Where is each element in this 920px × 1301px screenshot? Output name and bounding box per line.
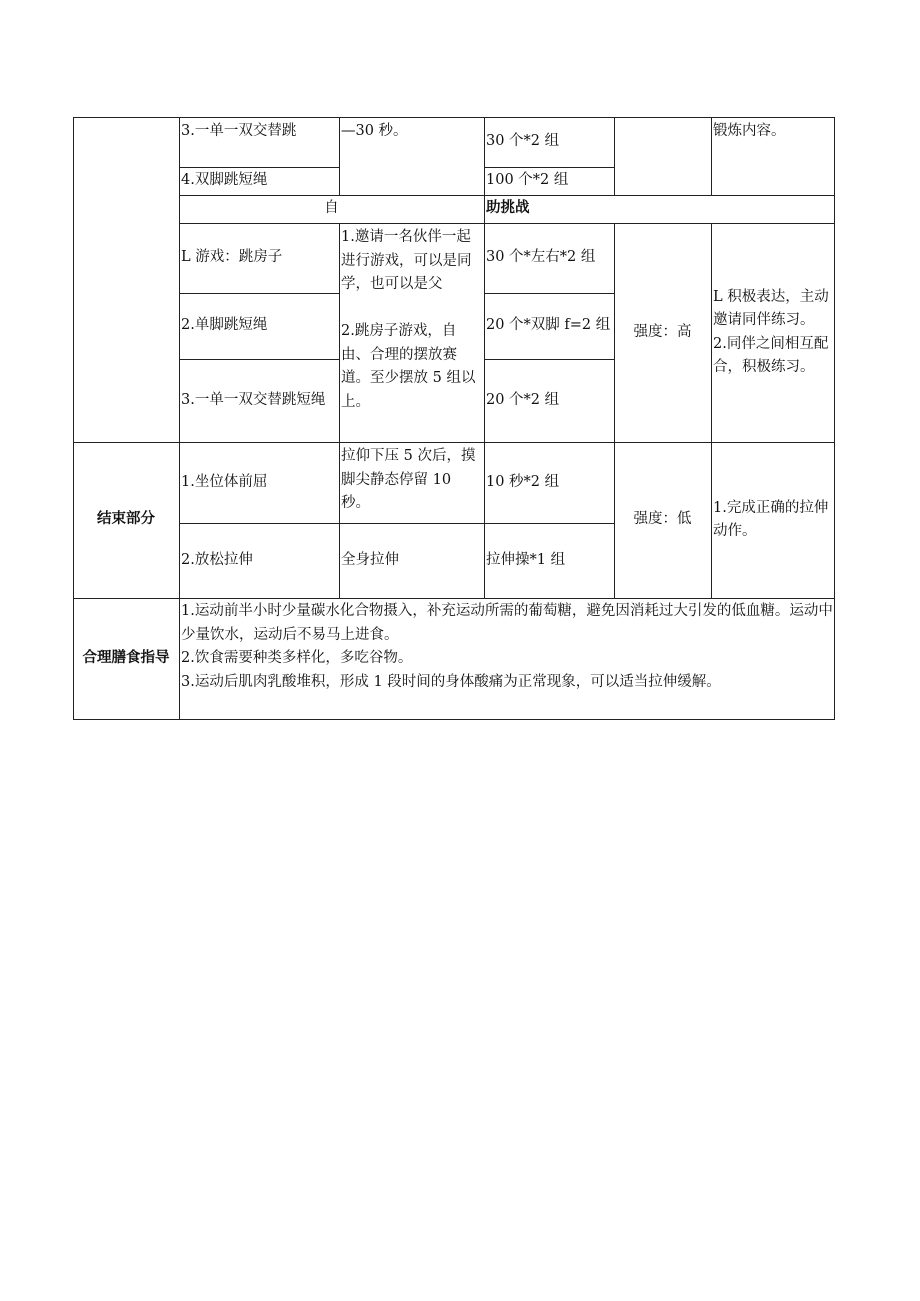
ending-label: 结束部分 — [97, 511, 155, 528]
content-cell: 3.一单一双交替跳 — [181, 123, 297, 139]
ending-quantity-2: 拉伸操*1 组 — [486, 551, 566, 568]
challenge-item-3: 3.一单一双交替跳短绳 — [181, 391, 326, 408]
table-border — [73, 117, 74, 720]
requirement-cell: 锻炼内容。 — [713, 123, 786, 139]
column-divider — [711, 117, 712, 195]
row-divider — [484, 293, 614, 294]
row-divider — [179, 223, 835, 224]
column-divider — [339, 117, 340, 195]
row-divider — [179, 359, 339, 360]
ending-requirement: 1.完成正确的拉伸动作。 — [713, 499, 829, 539]
column-divider — [711, 223, 712, 598]
challenge-quantity-2: 20 个*双脚 f=2 组 — [486, 317, 611, 334]
section-header-right: 助挑战 — [486, 200, 530, 217]
diet-text: 1.运动前半小时少量碳水化合物摄入，补充运动所需的葡萄糖，避免因消耗过大引发的低血糖。运动中少量饮水，运动后不易马上进食。 2.饮食需要种类多样化，多吃谷物。 3.运动后肌肉乳酸堆积，形成 1 段时间的身体酸痛为正常现象，可以适当拉伸缓解。 — [181, 603, 833, 690]
row-divider — [179, 293, 339, 294]
ending-quantity-1: 10 秒*2 组 — [486, 473, 560, 490]
row-divider — [484, 167, 614, 168]
content-cell: 4.双脚跳短绳 — [181, 172, 268, 189]
challenge-intensity: 强度：高 — [633, 323, 692, 340]
challenge-method: 1.邀请一名伙伴一起进行游戏，可以是同学，也可以是父 2.跳房子游戏，自由、合理的摆放赛道。至少摆放 5 组以上。 — [341, 229, 476, 410]
ending-intensity: 强度：低 — [633, 511, 692, 528]
section-header-left: 自 — [324, 200, 339, 217]
ending-item-2: 2.放松拉伸 — [181, 551, 253, 568]
row-divider — [484, 359, 614, 360]
row-divider — [179, 195, 835, 196]
column-divider — [614, 223, 615, 598]
challenge-quantity-1: 30 个*左右*2 组 — [486, 249, 596, 266]
row-divider — [73, 598, 835, 599]
ending-item-1: 1.坐位体前屈 — [181, 473, 268, 490]
quantity-cell: 30 个*2 组 — [486, 133, 560, 150]
column-divider — [339, 223, 340, 598]
table-border — [73, 117, 835, 118]
challenge-item-2: 2.单脚跳短绳 — [181, 317, 268, 334]
column-divider — [614, 117, 615, 195]
challenge-quantity-3: 20 个*2 组 — [486, 391, 560, 408]
ending-method-1: 拉仰下压 5 次后，摸脚尖静态停留 10 秒。 — [341, 448, 476, 511]
column-divider — [484, 117, 485, 598]
column-divider — [179, 117, 180, 720]
training-plan-table — [73, 117, 835, 720]
challenge-requirement: L 积极表达，主动邀请同伴练习。 2.同伴之间相互配合，积极练习。 — [713, 288, 829, 375]
table-border — [73, 719, 835, 720]
quantity-cell: 100 个*2 组 — [486, 172, 569, 189]
row-divider — [73, 442, 835, 443]
method-cell: —30 秒。 — [341, 123, 408, 139]
row-divider — [179, 523, 614, 524]
row-divider — [179, 167, 339, 168]
ending-method-2: 全身拉伸 — [341, 551, 399, 568]
diet-label: 合理膳食指导 — [82, 650, 170, 667]
table-border — [834, 117, 835, 720]
challenge-item-1: L 游戏：跳房子 — [181, 249, 283, 266]
